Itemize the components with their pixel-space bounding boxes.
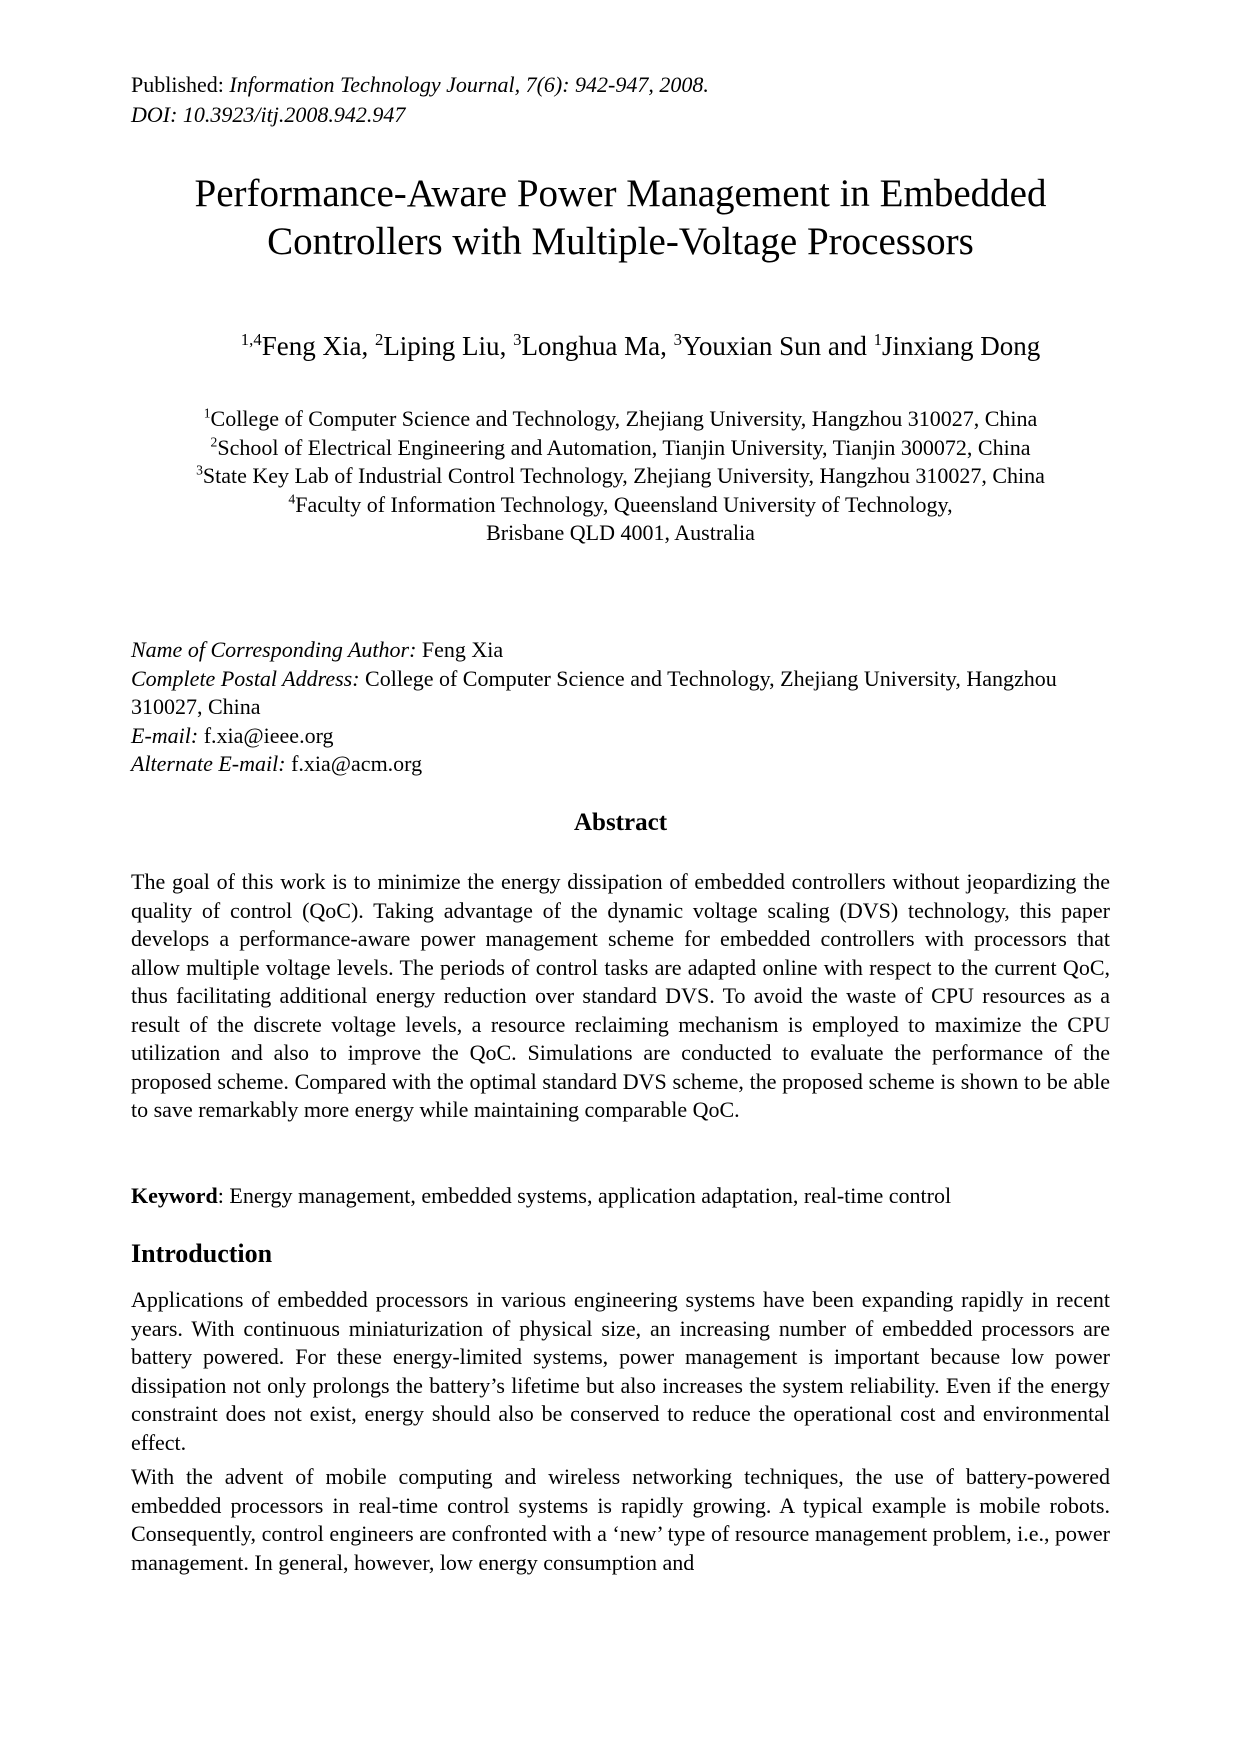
email <box>131 722 1110 751</box>
email-address: f.xia@ieee.org <box>198 722 334 748</box>
title-line-1: Performance-Aware Power Management in Embedded <box>194 172 1047 215</box>
corresponding-author-label: Name of Corresponding Author: <box>131 637 417 662</box>
alternate-email-label: Alternate E-mail: <box>131 751 286 777</box>
affiliation-text: State Key Lab of Industrial Control Technology, Zhejiang University, Hangzhou 310027, China <box>202 463 1045 489</box>
publication-info <box>131 70 709 130</box>
author-affil-mark: 1 <box>873 330 882 349</box>
author-name: Longhua Ma <box>521 331 661 361</box>
introduction-paragraph: With the advent of mobile computing and wireless networking techniques, the use of battery-powered embedded processors in real-time control systems is rapidly growing. A typical example is mobile robots. Consequently, control engineers are confronted with a ‘new’ type of resource management problem, i.e., power management. In general, however, low energy consumption and <box>131 1464 1110 1575</box>
affiliation-item <box>131 491 1110 548</box>
affiliation-number: 4 <box>288 491 296 507</box>
paper-title <box>0 170 1241 266</box>
correspondence-block <box>131 636 1110 779</box>
doi: DOI: 10.3923/itj.2008.942.947 <box>131 102 406 127</box>
published-label: Published: <box>131 72 230 97</box>
alternate-email-address: f.xia@acm.org <box>285 751 423 777</box>
affiliation-list <box>131 405 1110 548</box>
author-affil-mark: 3 <box>673 330 683 349</box>
author-affil-mark: 2 <box>374 330 384 349</box>
keywords-label: Keyword <box>131 1183 218 1208</box>
affiliation-item <box>131 434 1110 463</box>
postal-address <box>131 665 1110 722</box>
email-label: E-mail: <box>131 722 199 748</box>
title-line-2: Controllers with Multiple-Voltage Processors <box>267 220 974 263</box>
journal-line <box>131 70 709 100</box>
author-name: Feng Xia <box>261 331 362 361</box>
author-name: Youxian Sun <box>682 331 822 361</box>
author-separator: , <box>361 331 375 361</box>
abstract-heading: Abstract <box>573 809 668 836</box>
author-separator: , <box>660 331 674 361</box>
author-name: Liping Liu <box>383 331 500 361</box>
keywords-text: : Energy management, embedded systems, application adaptation, real-time control <box>217 1183 952 1208</box>
author-affil-mark: 3 <box>513 330 522 349</box>
postal-address-value: College of Computer Science and Technology, Zhejiang University, Hangzhou 310027, China <box>131 665 1057 720</box>
journal-citation: Information Technology Journal, 7(6): 942-947, 2008. <box>229 72 709 97</box>
keywords-line <box>131 1182 1110 1210</box>
affiliation-item <box>131 405 1110 434</box>
introduction-paragraph: Applications of embedded processors in various engineering systems have been expanding rapidly in recent years. With continuous miniaturization of physical size, an increasing number of embedded processors are battery powered. For these energy-limited systems, power management is important because low power dissipation not only prolongs the battery’s lifetime but also increases the system reliability. Even if the energy constraint does not exist, energy should also be conserved to reduce the operational cost and environmental effect. <box>131 1287 1110 1455</box>
affiliation-item <box>131 462 1110 491</box>
corresponding-author <box>131 636 1110 665</box>
affiliation-text: School of Electrical Engineering and Automation, Tianjin University, Tianjin 300072, China <box>217 434 1031 460</box>
affiliation-number: 2 <box>210 434 218 450</box>
author-name: Jinxiang Dong <box>881 331 1041 361</box>
author-list <box>0 328 1241 364</box>
introduction-heading: Introduction <box>131 1239 273 1268</box>
author-affil-mark: 1,4 <box>240 330 262 349</box>
author-separator: , <box>499 331 514 361</box>
affiliation-text: College of Computer Science and Technology, Zhejiang University, Hangzhou 310027, China <box>210 406 1038 431</box>
alternate-email <box>131 750 1110 779</box>
author-separator: and <box>821 331 874 361</box>
postal-address-label: Complete Postal Address: <box>131 665 360 691</box>
doi-line <box>131 100 709 130</box>
corresponding-author-name: Feng Xia <box>416 637 504 662</box>
affiliation-text: Faculty of Information Technology, Queensland University of Technology, Brisbane QLD 4001, Australia <box>295 491 953 546</box>
affiliation-number: 3 <box>196 462 203 478</box>
affiliation-number: 1 <box>203 405 211 421</box>
abstract-text: The goal of this work is to minimize the energy dissipation of embedded controllers without jeopardizing the quality of control (QoC). Taking advantage of the dynamic voltage scaling (DVS) technology, this paper develops a performance-aware power management scheme for embedded controllers with processors that allow multiple voltage levels. The periods of control tasks are adapted online with respect to the current QoC, thus facilitating additional energy reduction over standard DVS. To avoid the waste of CPU resources as a result of the discrete voltage levels, a resource reclaiming mechanism is employed to maximize the CPU utilization and also to improve the QoC. Simulations are conducted to evaluate the performance of the proposed scheme. Compared with the optimal standard DVS scheme, the proposed scheme is shown to be able to save remarkably more energy while maintaining comparable QoC. <box>131 869 1110 1122</box>
